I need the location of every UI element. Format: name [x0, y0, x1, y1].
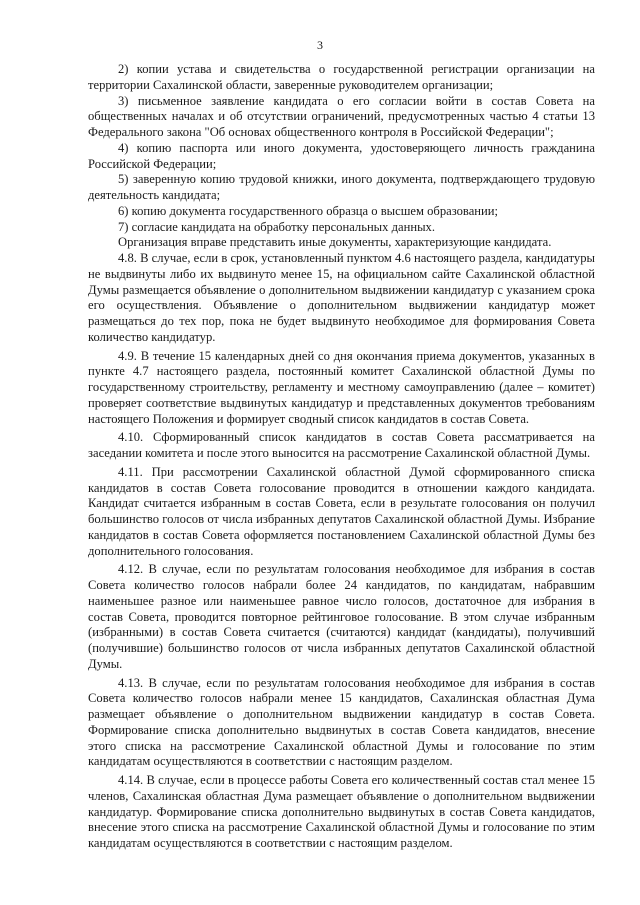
paragraph: 2) копии устава и свидетельства о государственной регистрации организации на территории Сахалинской области, заверенные руководителем организации;: [88, 62, 595, 92]
paragraph: 4.10. Сформированный список кандидатов в состав Совета рассматривается на заседании комитета и после этого выносится на рассмотрение Сахалинской областной Думы.: [88, 430, 595, 460]
paragraph: 3) письменное заявление кандидата о его согласии войти в состав Совета на общественных началах и об отсутствии ограничений, предусмотренных частью 4 статьи 13 Федерального закона "Об основах общественного контроля в Российской Федерации";: [88, 93, 595, 139]
paragraph: 4.13. В случае, если по результатам голосования необходимое для избрания в состав Совета количество голосов набрали менее 15 кандидатов, Сахалинская областная Дума размещает объявление о дополнительном выдвижении кандидатур в состав Совета. Формирование списка дополнительно выдвинутых в состав Совета кандидатов, внесение этого списка на рассмотрение Сахалинской областной Думы и голосование по этим кандидатам осуществляются в соответствии с настоящим разделом.: [88, 675, 595, 769]
paragraph: 4.8. В случае, если в срок, установленный пунктом 4.6 настоящего раздела, кандидатуры не выдвинуты либо их выдвинуто менее 15, на официальном сайте Сахалинской областной Думы размещается объявление о дополнительном выдвижении кандидатур с указанием срока его осуществления. Объявление о дополнительном выдвижении кандидатур может размещаться до тех пор, пока не будет выдвинуто необходимое для формирования Совета количество кандидатур.: [88, 251, 595, 344]
paragraph: 7) согласие кандидата на обработку персональных данных.: [118, 219, 435, 234]
document-body: [88, 62, 595, 852]
paragraph: 5) заверенную копию трудовой книжки, иного документа, подтверждающего трудовую деятельность кандидата;: [88, 172, 595, 202]
paragraph: 4.14. В случае, если в процессе работы Совета его количественный состав стал менее 15 членов, Сахалинская областная Дума размещает объявление о дополнительном выдвижении кандидатур. Формирование списка дополнительно выдвинутых в состав Совета кандидатов, внесение этого списка на рассмотрение Сахалинской областной Думы и голосование по этим кандидатам осуществляются в соответствии с настоящим разделом.: [88, 773, 595, 850]
paragraph: 4.12. В случае, если по результатам голосования необходимое для избрания в состав Совета количество голосов набрали более 24 кандидатов, по кандидатам, набравшим наименьшее разное или наименьшее равное число голосов, достаточное для избрания в состав Совета, проводится повторное рейтинговое голосование. В этом случае избранным (избранными) в состав Совета считается (считаются) кандидат (кандидаты), получивший (получившие) большинство голосов от числа избранных депутатов Сахалинской областной Думы.: [88, 562, 595, 671]
paragraph: Организация вправе представить иные документы, характеризующие кандидата.: [118, 235, 552, 250]
paragraph: 6) копию документа государственного образца о высшем образовании;: [118, 203, 499, 218]
paragraph: 4.9. В течение 15 календарных дней со дня окончания приема документов, указанных в пункте 4.7 настоящего раздела, постоянный комитет Сахалинской областной Думы по государственному строительству, регламенту и местному самоуправлению (далее – комитет) проверяет соответствие выдвинутых кандидатур и представленных документов требованиям настоящего Положения и формирует сводный список кандидатов в состав Совета.: [88, 348, 595, 426]
paragraph: 4) копию паспорта или иного документа, удостоверяющего личность гражданина Российской Федерации;: [88, 140, 595, 171]
page-number: 3: [317, 38, 323, 52]
paragraph: 4.11. При рассмотрении Сахалинской областной Думой сформированного списка кандидатов в состав Совета голосование проводится в отношении каждого кандидата. Кандидат считается избранным в состав Совета, если в результате голосования он получил большинство голосов от числа избранных депутатов Сахалинской областной Думы. Избрание кандидатов в состав Совета оформляется постановлением Сахалинской областной Думы без дополнительного голосования.: [88, 464, 595, 558]
